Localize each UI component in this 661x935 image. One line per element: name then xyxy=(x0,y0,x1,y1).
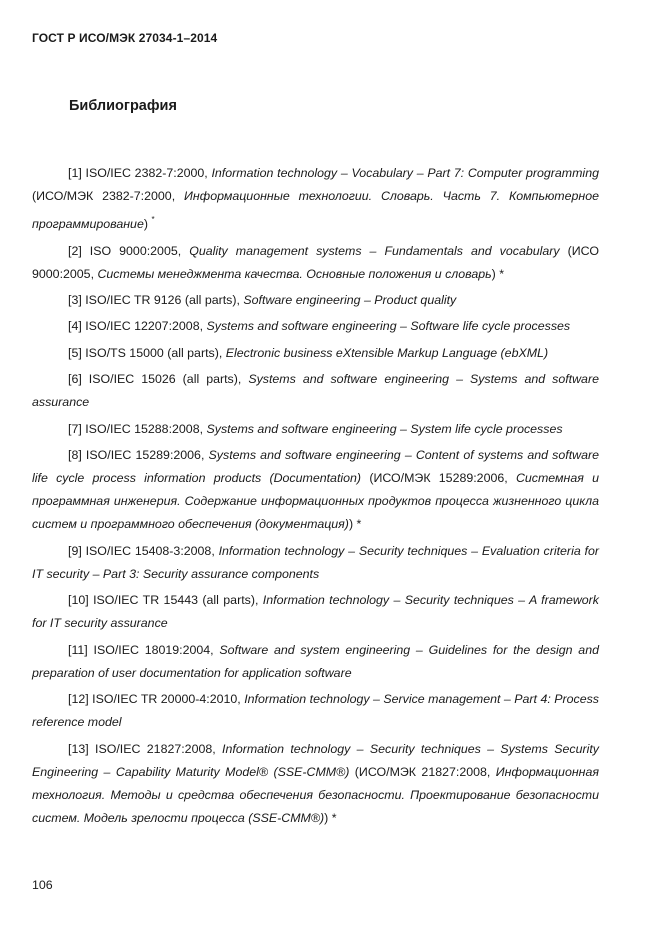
ref-code: ISO/IEC 18019:2004, xyxy=(93,642,214,657)
ref-translation-code: (ИСО/МЭК 21827:2008, xyxy=(354,764,491,779)
ref-title: Information technology – Service management – Part 4: Process reference model xyxy=(32,692,599,730)
ref-code: ISO/IEC 21827:2008, xyxy=(95,741,216,756)
ref-number: [7] xyxy=(68,421,82,436)
bibliography-item xyxy=(32,418,599,441)
ref-code: ISO/IEC TR 20000-4:2010, xyxy=(92,692,241,707)
ref-tail: ) * xyxy=(324,811,337,825)
ref-title: Systems and software engineering – Content of systems and software life cycle process information products (Documentation) xyxy=(32,448,600,486)
ref-code: ISO/IEC 12207:2008, xyxy=(85,319,204,334)
bibliography-item xyxy=(32,540,599,586)
ref-code: ISO/IEC TR 9126 (all parts), xyxy=(85,293,240,308)
ref-code: ISO/IEC 15288:2008, xyxy=(85,421,204,436)
ref-title: Quality management systems – Fundamentals and vocabulary xyxy=(189,243,560,258)
ref-code: ISO/IEC 15289:2006, xyxy=(85,448,205,463)
ref-number: [4] xyxy=(68,319,82,334)
ref-number: [6] xyxy=(68,372,82,387)
bibliography-item xyxy=(32,589,599,635)
ref-number: [9] xyxy=(68,543,82,558)
ref-translation-title: Информационная технология. Методы и средства обеспечения безопасности. Проектирование безопасности систем. Модель зрелости процесса (SSE-CMM®) xyxy=(32,764,599,825)
bibliography-item xyxy=(32,289,599,312)
ref-translation-code: (ИСО/МЭК 2382-7:2000, xyxy=(32,189,176,204)
ref-code: ISO/IEC 15408-3:2008, xyxy=(85,543,215,558)
ref-translation-title: Системная и программная инженерия. Содержание информационных продуктов процесса жизненного цикла систем и программного обеспечения (документация) xyxy=(32,471,600,532)
ref-title: Systems and software engineering – Software life cycle processes xyxy=(206,319,571,334)
page-number: 106 xyxy=(32,878,53,892)
ref-code: ISO 9000:2005, xyxy=(89,243,182,258)
bibliography-item xyxy=(32,315,599,338)
ref-title: Information technology – Vocabulary – Part 7: Computer programming xyxy=(211,166,599,180)
ref-number: [5] xyxy=(68,345,82,360)
ref-code: ISO/IEC 15026 (all parts), xyxy=(88,372,242,387)
ref-title: Systems and software engineering – System life cycle processes xyxy=(206,421,563,436)
bibliography-item xyxy=(32,688,599,734)
ref-code: ISO/TS 15000 (all parts), xyxy=(85,345,223,360)
ref-tail: ) xyxy=(143,217,148,232)
ref-number: [3] xyxy=(68,293,82,308)
bibliography-item xyxy=(32,639,599,685)
ref-code: ISO/IEC 2382-7:2000, xyxy=(85,166,208,180)
bibliography-item xyxy=(32,162,599,236)
ref-tail: ) * xyxy=(348,517,362,532)
ref-number: [8] xyxy=(68,448,82,463)
bibliography-list xyxy=(32,162,599,833)
bibliography-item xyxy=(32,444,599,536)
ref-title: Software engineering – Product quality xyxy=(243,293,457,308)
ref-code: ISO/IEC TR 15443 (all parts), xyxy=(93,593,259,608)
ref-translation-code: (ИСО 9000:2005, xyxy=(32,243,599,281)
bibliography-item xyxy=(32,342,599,365)
ref-title: Electronic business eXtensible Markup Language (ebXML) xyxy=(225,345,549,360)
ref-number: [2] xyxy=(68,243,82,258)
bibliography-item xyxy=(32,240,599,286)
ref-title: Systems and software engineering – Systems and software assurance xyxy=(32,372,599,410)
ref-title: Software and system engineering – Guidelines for the design and preparation of user documentation for application software xyxy=(32,642,599,680)
section-title: Библиография xyxy=(69,98,177,114)
ref-number: [12] xyxy=(68,692,89,707)
ref-tail: ) * xyxy=(491,266,505,281)
ref-translation-title: Системы менеджмента качества. Основные положения и словарь xyxy=(97,266,492,281)
ref-translation-code: (ИСО/МЭК 15289:2006, xyxy=(369,471,508,486)
ref-translation-title: Информационные технологии. Словарь. Часть 7. Компьютерное программирование xyxy=(32,189,599,232)
bibliography-item xyxy=(32,368,599,414)
ref-number: [13] xyxy=(68,741,89,756)
ref-number: [11] xyxy=(68,642,88,657)
document-header: ГОСТ Р ИСО/МЭК 27034-1–2014 xyxy=(32,31,218,45)
ref-number: [1] xyxy=(68,166,82,180)
ref-title: Information technology – Security techniques – Systems Security Engineering – Capability Maturity Model® (SSE-CMM®) xyxy=(32,741,599,779)
bibliography-item xyxy=(32,738,599,830)
ref-title: Information technology – Security techniques – Evaluation criteria for IT security – Part 3: Security assurance components xyxy=(32,543,599,581)
asterisk-mark: * xyxy=(151,215,155,225)
ref-title: Information technology – Security techniques – A framework for IT security assurance xyxy=(32,593,599,631)
ref-number: [10] xyxy=(68,593,89,608)
